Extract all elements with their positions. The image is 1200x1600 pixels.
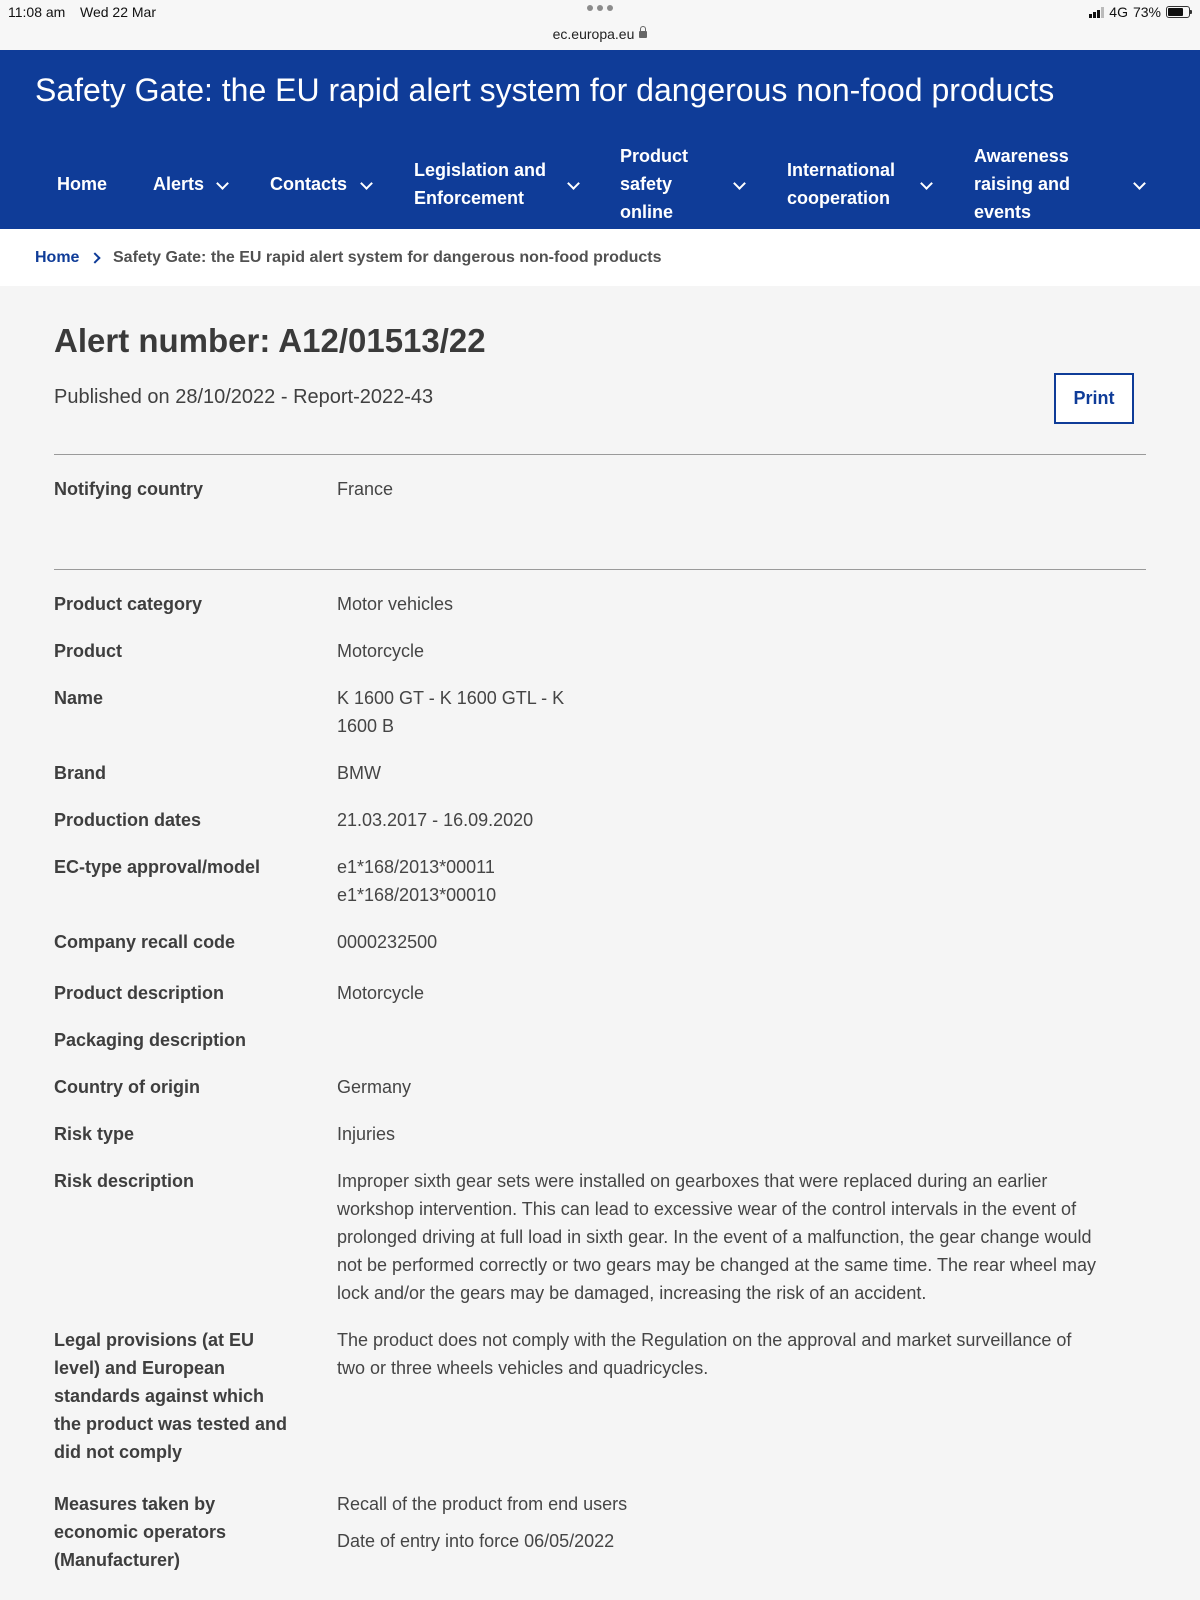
page-title: Alert number: A12/01513/22 bbox=[54, 322, 486, 359]
detail-value: 21.03.2017 - 16.09.2020 bbox=[337, 810, 534, 830]
lock-icon bbox=[639, 31, 647, 38]
chevron-down-icon[interactable] bbox=[567, 177, 580, 190]
status-time: 11:08 am bbox=[8, 4, 66, 20]
status-bar bbox=[0, 0, 1200, 50]
nav-awareness[interactable] bbox=[974, 138, 1070, 229]
detail-value: Improper sixth gear sets were installed on gearboxes that were replaced during an earlier workshop intervention. This can lead to excessive wear of the control intervals in the event of prolonged driving at full load in sixth gear. In the event of a malfunction, the gear change would not be performed correctly or two gears may be changed at the same time. The rear wheel may lock and/or the gears may be damaged, increasing the risk of an accident. bbox=[337, 1171, 1097, 1303]
address-bar[interactable] bbox=[0, 26, 1200, 42]
url-text: ec.europa.eu bbox=[552, 26, 635, 42]
chevron-right-icon bbox=[89, 252, 100, 263]
nav-product-safety-online[interactable] bbox=[620, 138, 688, 229]
detail-value: Germany bbox=[337, 1077, 412, 1097]
status-date: Wed 22 Mar bbox=[80, 4, 156, 20]
detail-value: e1*168/2013*00011 e1*168/2013*00010 bbox=[337, 857, 497, 905]
breadcrumb-home-link[interactable]: Home bbox=[35, 249, 80, 266]
nav-alerts[interactable] bbox=[153, 138, 204, 229]
detail-label: Name bbox=[54, 688, 104, 708]
nav-psonline-line-1: Product bbox=[620, 145, 689, 166]
detail-label: Risk type bbox=[54, 1124, 135, 1144]
divider bbox=[54, 569, 1146, 570]
detail-value: 0000232500 bbox=[337, 932, 438, 952]
nav-awareness-line-1: Awareness bbox=[974, 145, 1069, 166]
nav-psonline-line-3: online bbox=[620, 201, 673, 222]
detail-label: Company recall code bbox=[54, 932, 236, 952]
published-info: Published on 28/10/2022 - Report-2022-43 bbox=[54, 386, 434, 408]
detail-value: Motorcycle bbox=[337, 983, 425, 1003]
detail-label: Product bbox=[54, 641, 123, 661]
signal-icon bbox=[1089, 7, 1104, 18]
network-type: 4G bbox=[1109, 4, 1128, 20]
breadcrumb-current: Safety Gate: the EU rapid alert system for dangerous non-food products bbox=[113, 249, 662, 266]
measure-date: Date of entry into force 06/05/2022 bbox=[337, 1531, 615, 1551]
chevron-down-icon[interactable] bbox=[216, 177, 229, 190]
nav-home[interactable] bbox=[57, 138, 107, 229]
detail-label: Product description bbox=[54, 983, 225, 1003]
detail-value: K 1600 GT - K 1600 GTL - K 1600 B bbox=[337, 688, 565, 736]
detail-label: Legal provisions (at EU level) and European standards against which the product was tested and did not comply bbox=[54, 1330, 288, 1462]
detail-value: Recall of the product from end users Date of entry into force 06/05/2022 bbox=[337, 1490, 1137, 1555]
breadcrumb bbox=[0, 229, 1200, 286]
print-button[interactable]: Print bbox=[1054, 373, 1134, 424]
chevron-down-icon[interactable] bbox=[920, 177, 933, 190]
nav-awareness-line-2: raising and bbox=[974, 173, 1071, 194]
site-title[interactable]: Safety Gate: the EU rapid alert system for dangerous non-food products bbox=[35, 72, 1055, 108]
nav-contacts-label: Contacts bbox=[270, 173, 348, 194]
more-dots-icon[interactable] bbox=[587, 5, 613, 11]
detail-label: Production dates bbox=[54, 810, 202, 830]
nav-psonline-line-2: safety bbox=[620, 173, 673, 194]
nav-home-label: Home bbox=[57, 173, 108, 194]
detail-label: Product category bbox=[54, 594, 203, 614]
nav-legislation-line-1: Legislation and bbox=[414, 159, 547, 180]
nav-contacts[interactable] bbox=[270, 138, 347, 229]
detail-label: Measures taken by economic operators (Manufacturer) bbox=[54, 1494, 227, 1570]
nav-awareness-line-3: events bbox=[974, 201, 1032, 222]
site-header bbox=[0, 50, 1200, 229]
chevron-down-icon[interactable] bbox=[1133, 177, 1146, 190]
detail-label: Notifying country bbox=[54, 479, 203, 499]
nav-intl-line-1: International bbox=[787, 159, 896, 180]
detail-label: Country of origin bbox=[54, 1077, 200, 1097]
nav-legislation-line-2: Enforcement bbox=[414, 187, 525, 208]
main-nav bbox=[0, 138, 1200, 229]
detail-label: Risk description bbox=[54, 1171, 195, 1191]
detail-value: Motorcycle bbox=[337, 641, 425, 661]
nav-legislation[interactable] bbox=[414, 138, 546, 229]
detail-value: Injuries bbox=[337, 1124, 396, 1144]
detail-label: Brand bbox=[54, 763, 107, 783]
chevron-down-icon[interactable] bbox=[733, 177, 746, 190]
detail-value: The product does not comply with the Regulation on the approval and market surveillance of two or three wheels vehicles and quadricycles. bbox=[337, 1330, 1072, 1378]
detail-value: BMW bbox=[337, 763, 381, 783]
nav-intl-line-2: cooperation bbox=[787, 187, 891, 208]
battery-icon bbox=[1166, 6, 1190, 18]
nav-international-cooperation[interactable] bbox=[787, 138, 895, 229]
nav-alerts-label: Alerts bbox=[153, 173, 205, 194]
battery-percent: 73% bbox=[1132, 4, 1161, 20]
detail-value: Motor vehicles bbox=[337, 594, 454, 614]
chevron-down-icon[interactable] bbox=[360, 177, 373, 190]
divider bbox=[54, 454, 1146, 455]
detail-label: EC-type approval/model bbox=[54, 857, 261, 877]
detail-label: Packaging description bbox=[54, 1030, 247, 1050]
detail-value: France bbox=[337, 479, 394, 499]
